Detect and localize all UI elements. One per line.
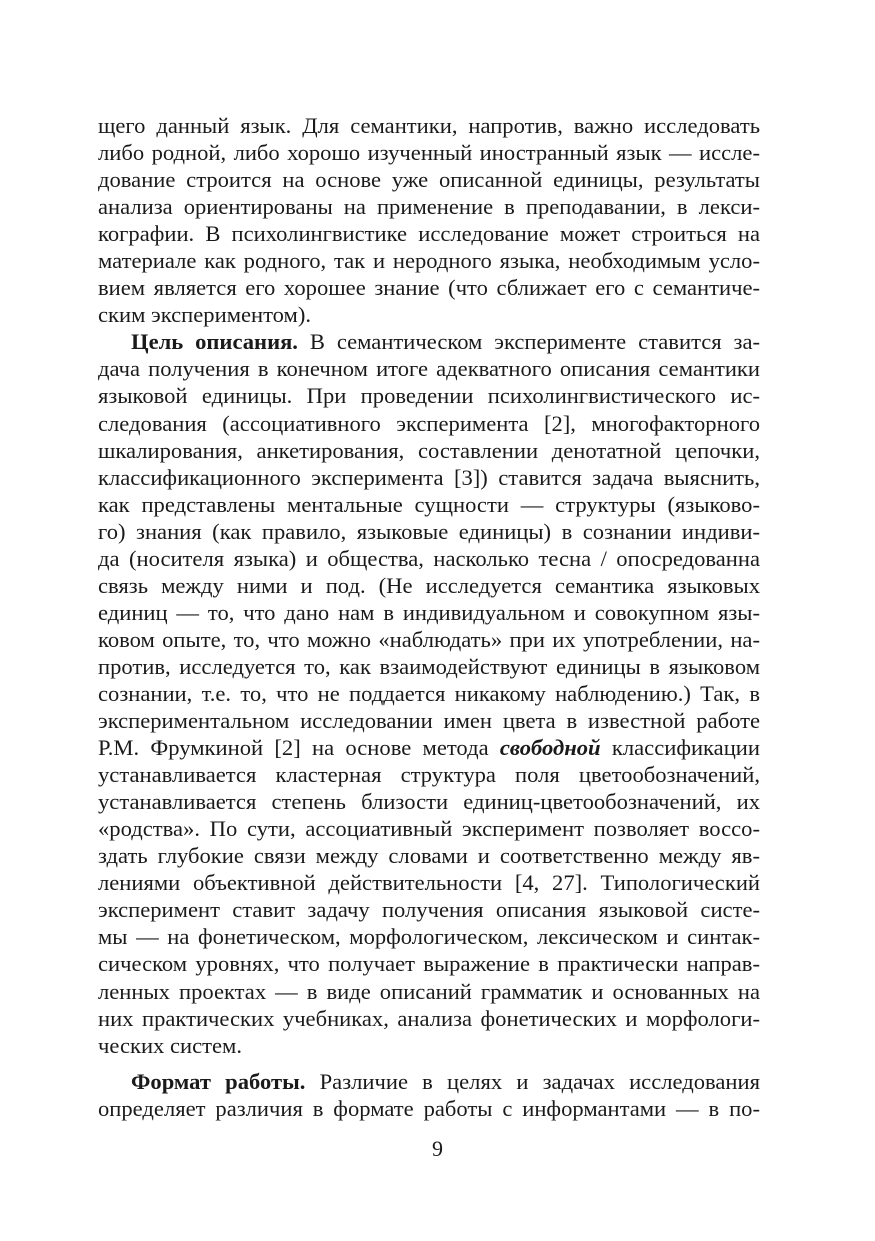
text-line: языковой единицы. При проведении психолингвистического ис-	[98, 383, 760, 409]
paragraph-gap	[98, 1059, 760, 1068]
text-line: как представлены ментальные сущности — структуры (языково-	[98, 491, 760, 517]
text-line: единиц — то, что дано нам в индивидуальном и совокупном язы-	[98, 599, 760, 625]
text-line: сознании, т.е. то, что не поддается никакому наблюдению.) Так, в	[98, 680, 760, 706]
text-line: го) знания (как правило, языковые единицы) в сознании индиви-	[98, 518, 760, 544]
text-line: ческих систем.	[98, 1032, 242, 1058]
text-line: кографии. В психолингвистике исследование может строиться на	[98, 221, 760, 247]
text-line: анализа ориентированы на применение в преподавании, в лекси-	[98, 194, 760, 220]
page-body	[98, 112, 760, 1122]
text-run: классификации	[600, 735, 760, 761]
text-line: экспериментальном исследовании имен цвета в известной работе	[98, 708, 760, 734]
text-line	[98, 328, 760, 355]
paragraph-2	[98, 328, 760, 1058]
text-line	[98, 734, 760, 761]
text-line: них практических учебниках, анализа фонетических и морфологи-	[98, 1005, 760, 1031]
text-line: вием является его хорошее знание (что сближает его с семантиче-	[98, 275, 760, 301]
text-line	[98, 1068, 760, 1095]
text-line: устанавливается степень близости единиц-цветообозначений, их	[98, 789, 760, 815]
text-line: либо родной, либо хорошо изученный иностранный язык — иссле-	[98, 140, 760, 166]
text-line: сическом уровнях, что получает выражение в практически направ-	[98, 951, 760, 977]
text-line: материале как родного, так и неродного языка, необходимым усло-	[98, 248, 760, 274]
text-line: ским экспериментом).	[98, 302, 312, 328]
text-line: эксперимент ставит задачу получения описания языковой систе-	[98, 897, 760, 923]
text-line: связь между ними и под. (Не исследуется семантика языковых	[98, 572, 760, 598]
paragraph-1	[98, 112, 760, 328]
text-line: против, исследуется то, как взаимодействуют единицы в языковом	[98, 653, 760, 679]
text-line: лениями объективной действительности [4, 27]. Типологический	[98, 870, 760, 896]
emphasis-word: свободной	[499, 735, 601, 761]
text-line: ковом опыте, то, что можно «наблюдать» при их употреблении, на-	[98, 626, 760, 652]
section-heading-goal: Цель описания.	[131, 329, 298, 355]
text-line: устанавливается кластерная структура поля цветообозначений,	[98, 762, 760, 788]
text-line: «родства». По сути, ассоциативный эксперимент позволяет воссо-	[98, 816, 760, 842]
text-run: Различие в целях и задачах исследования	[305, 1068, 760, 1094]
text-line: шкалирования, анкетирования, составлении денотатной цепочки,	[98, 437, 760, 463]
text-line: классификационного эксперимента [3]) ставится задача выяснить,	[98, 464, 760, 490]
text-line: определяет различия в формате работы с информантами — в по-	[98, 1095, 760, 1121]
text-line: мы — на фонетическом, морфологическом, лексическом и синтак-	[98, 924, 760, 950]
text-line: следования (ассоциативного эксперимента [2], многофакторного	[98, 410, 760, 436]
text-line: дование строится на основе уже описанной единицы, результаты	[98, 167, 760, 193]
text-run: Р.М. Фрумкиной [2] на основе метода	[98, 735, 500, 761]
text-line: да (носителя языка) и общества, насколько тесна / опосредованна	[98, 545, 760, 571]
page-number: 9	[432, 1136, 443, 1161]
text-line: ленных проектах — в виде описаний грамматик и основанных на	[98, 978, 760, 1004]
text-run: В семантическом эксперименте ставится за-	[297, 329, 761, 355]
text-line: дача получения в конечном итоге адекватного описания семантики	[98, 356, 760, 382]
paragraph-3	[98, 1068, 760, 1122]
section-heading-format: Формат работы.	[131, 1068, 306, 1094]
text-line: здать глубокие связи между словами и соответственно между яв-	[98, 843, 760, 869]
text-line: щего данный язык. Для семантики, напротив, важно исследовать	[98, 113, 760, 138]
